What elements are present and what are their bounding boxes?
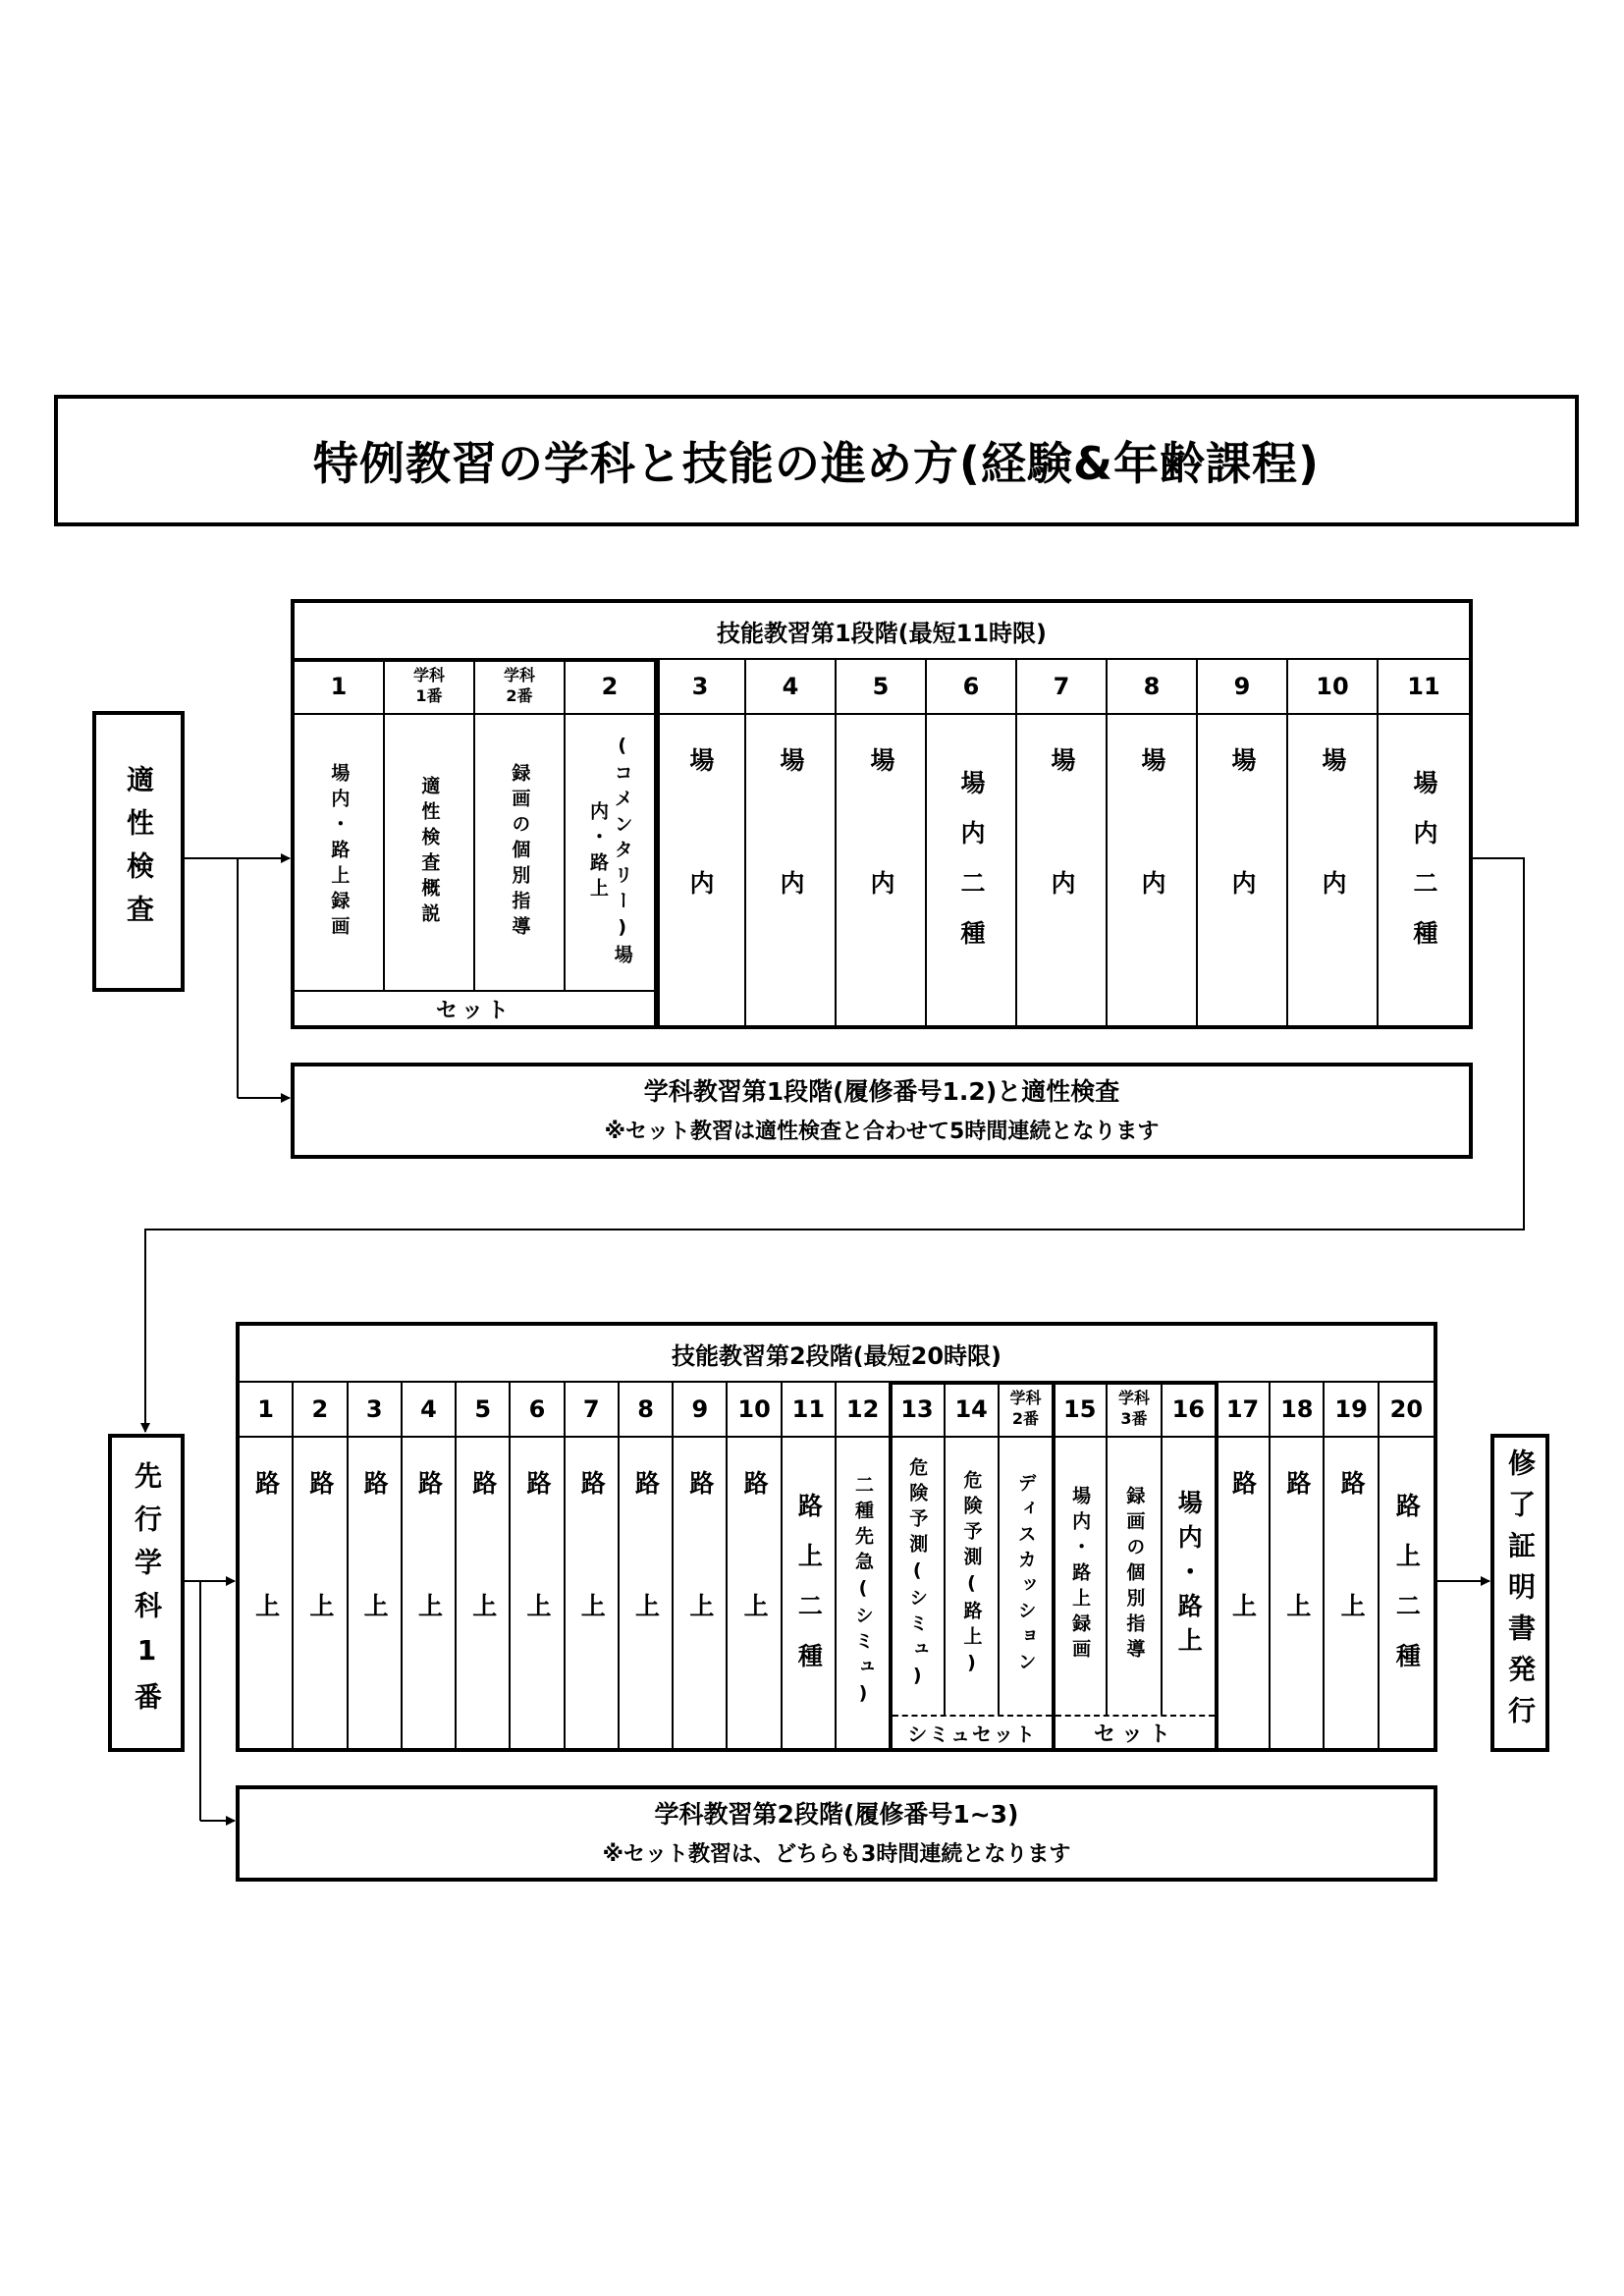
col-number-part: 2番	[1011, 1409, 1040, 1428]
cell-body-stack: 場内	[867, 747, 895, 993]
stage1-header: 技能教習第1段階(最短11時限)	[295, 603, 1469, 660]
cell-body-text: 適性検査概説	[418, 776, 441, 929]
stage2-col-number: 20	[1380, 1383, 1434, 1438]
aptitude-label: 適性検査	[123, 765, 155, 938]
cell-body-stack: 路上	[740, 1470, 770, 1716]
stage2-col-number: 14	[946, 1383, 1000, 1438]
stage2-col-number: 6	[511, 1383, 565, 1438]
cell-body-stack: 路上	[468, 1470, 498, 1716]
stage2-col-number: 11	[783, 1383, 837, 1438]
cell-body-text: 録画の個別指導	[1123, 1486, 1146, 1665]
certificate-label: 修了証明書発行	[1504, 1449, 1537, 1737]
stage2-col-number: 4	[403, 1383, 457, 1438]
cell-body-text: 場内二種	[1410, 770, 1438, 970]
col-number-part: 学科	[1117, 1389, 1150, 1408]
line-stage1-to-stage2	[145, 858, 1524, 1432]
stage1-academic-note: ※セット教習は適性検査と合わせて5時間連続となります	[604, 1119, 1160, 1144]
cell-body-stack: 路上	[1228, 1470, 1258, 1716]
cell-body-text: 場内二種	[957, 770, 986, 970]
cell-body-stack: 路上	[577, 1470, 607, 1716]
cell-body-text: 危険予測(路上)	[960, 1470, 983, 1680]
stage2-header: 技能教習第2段階(最短20時限)	[240, 1326, 1434, 1383]
stage1-col-number: 11	[1379, 660, 1469, 715]
stage2-col-number: 16	[1163, 1383, 1217, 1438]
stage1-col-number: 1	[295, 660, 385, 715]
stage1-col-number: 4	[746, 660, 837, 715]
stage2-set-label: セット	[1056, 1715, 1215, 1748]
stage1-col-number: 3	[656, 660, 746, 715]
stage2-academic-title: 学科教習第2段階(履修番号1~3)	[654, 1800, 1019, 1830]
col-number-part: 学科	[412, 666, 445, 685]
cell-body-text: (コメンタリー)場内・路上	[587, 735, 633, 970]
cell-body-stack: 路上	[685, 1470, 715, 1716]
stage2-col-number: 3	[349, 1383, 403, 1438]
cell-body-stack: 場内	[777, 747, 805, 993]
stage2-col-number: 12	[837, 1383, 891, 1438]
col-number-part: 学科	[503, 666, 535, 685]
stage2-col-number: 13	[891, 1383, 945, 1438]
stage1-col-number: 7	[1017, 660, 1108, 715]
stage2-col-number: 17	[1217, 1383, 1271, 1438]
stage2-col-number: 7	[566, 1383, 620, 1438]
col-number-part: 2番	[506, 686, 533, 705]
cell-body-text: 路上二種	[794, 1493, 824, 1693]
cell-body-stack: 路上	[251, 1470, 281, 1716]
cell-body-text: 危険予測(シミュ)	[906, 1457, 929, 1693]
stage1-academic-title: 学科教習第1段階(履修番号1.2)と適性検査	[643, 1077, 1120, 1107]
stage1-set-label: セット	[295, 992, 656, 1025]
page-title: 特例教習の学科と技能の進め方(経験&年齢課程)	[312, 437, 1321, 490]
stage2-col-number: 2	[294, 1383, 348, 1438]
stage2-simset-label: シミュセット	[893, 1715, 1052, 1748]
stage2-col-number: 15	[1054, 1383, 1108, 1438]
cell-body-stack: 路上	[1337, 1470, 1367, 1716]
cell-body-stack: 路上	[1282, 1470, 1312, 1716]
cell-body-stack: 場内	[686, 747, 715, 993]
cell-body-text: 二種先急(シミュ)	[851, 1475, 874, 1711]
cell-body-stack: 場内	[1138, 747, 1166, 993]
stage2-academic-note: ※セット教習は、どちらも3時間連続となります	[602, 1841, 1071, 1867]
cell-body-stack: 路上	[305, 1470, 335, 1716]
stage2-col-number: 9	[674, 1383, 728, 1438]
cell-body-stack: 路上	[522, 1470, 552, 1716]
cell-body-text: 場内・路上録画	[328, 763, 351, 942]
stage1-col-number: 8	[1108, 660, 1198, 715]
cell-body-text: ディスカッション	[1014, 1473, 1037, 1677]
stage2-col-number: 19	[1325, 1383, 1379, 1438]
stage1-col-number: 6	[927, 660, 1017, 715]
col-number-part: 学科	[1009, 1389, 1042, 1408]
cell-body-text: 場内・路上録画	[1069, 1486, 1092, 1665]
stage2-col-number: 18	[1271, 1383, 1325, 1438]
cell-body-stack: 場内	[1319, 747, 1347, 993]
col-number-part: 3番	[1120, 1409, 1148, 1428]
cell-body-stack: 路上	[631, 1470, 661, 1716]
stage2-col-number: 8	[620, 1383, 674, 1438]
cell-body-stack: 場内	[1048, 747, 1076, 993]
prior-academic-label: 先行学科1番	[131, 1460, 163, 1725]
stage1-col-number: 2	[566, 660, 656, 715]
cell-body-stack: 場内	[1228, 747, 1257, 993]
cell-body-text: 録画の個別指導	[509, 763, 531, 942]
stage1-col-number: 9	[1198, 660, 1288, 715]
stage2-col-number: 10	[728, 1383, 782, 1438]
cell-body-text: 路上二種	[1392, 1493, 1422, 1693]
col-number-part: 1番	[415, 686, 443, 705]
stage1-col-number: 5	[837, 660, 927, 715]
cell-body-text: 場内・路上	[1174, 1489, 1204, 1662]
cell-body-stack: 路上	[360, 1470, 390, 1716]
stage1-col-number: 10	[1288, 660, 1379, 715]
stage2-col-number: 1	[240, 1383, 294, 1438]
cell-body-stack: 路上	[414, 1470, 444, 1716]
stage2-col-number: 5	[457, 1383, 511, 1438]
